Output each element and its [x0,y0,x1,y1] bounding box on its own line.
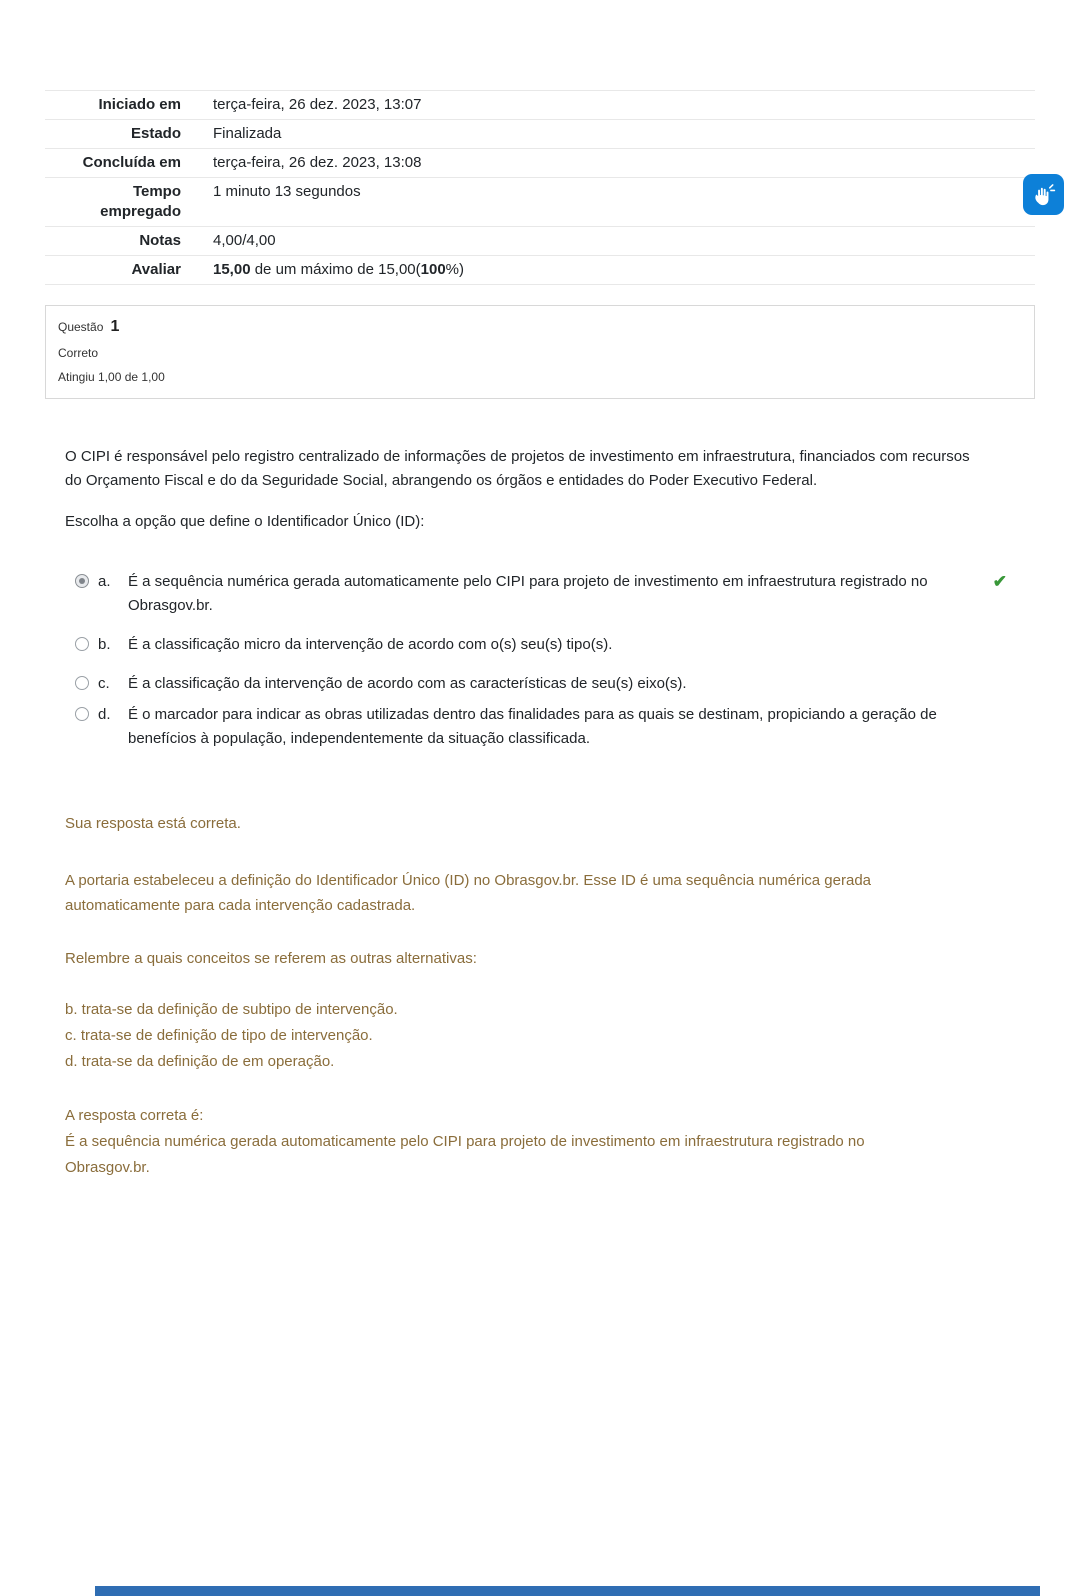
answer-option-a [75,570,1035,618]
summary-row [45,91,1035,120]
summary-row-value: 4,00/4,00 [213,232,276,249]
question-heading [58,318,1020,336]
summary-row [45,120,1035,149]
summary-row [45,178,1035,227]
answer-option-b [75,633,1035,657]
option-radio-b[interactable] [75,637,89,651]
option-text: É o marcador para indicar as obras utilizadas dentro das finalidades para as quais se destinam, propiciando a geração de benefícios à população, independentemente da situação classificada. [128,706,937,747]
feedback-alt-b: b. trata-se da definição de subtipo de intervenção. [65,1001,398,1018]
right-answer-block [65,1103,1035,1181]
grade-value: 15,00 [213,261,251,278]
accessibility-widget-button[interactable] [1023,174,1064,215]
summary-row [45,149,1035,178]
feedback-alternatives [65,997,1035,1075]
feedback-general-text: A portaria estabeleceu a definição do Identificador Único (ID) no Obrasgov.br. Esse ID é uma sequência numérica gerada automaticamente para cada intervenção cadastrada. [65,872,872,914]
summary-row-label: Concluída em [82,154,181,171]
summary-row-grade [45,256,1035,285]
grade-percent-close: %) [445,261,465,278]
option-radio-c[interactable] [75,676,89,690]
question-prompt-text: Escolha a opção que define o Identificador Único (ID): [65,513,425,530]
option-radio-d[interactable] [75,707,89,721]
summary-row-value: terça-feira, 26 dez. 2023, 13:08 [213,154,422,171]
option-letter: c. [98,675,110,692]
question-info-box [45,305,1035,399]
option-text: É a sequência numérica gerada automaticamente pelo CIPI para projeto de investimento em infraestrutura registrado no Obrasgov.br. [128,573,928,614]
summary-row-label: Tempo empregado [100,183,181,220]
summary-row-value: terça-feira, 26 dez. 2023, 13:07 [213,96,422,113]
option-letter: b. [98,636,111,653]
question-label: Questão [58,320,104,334]
summary-row-label: Iniciado em [98,96,181,113]
option-letter: a. [98,573,111,590]
question-feedback [65,811,1035,1181]
summary-row-label: Notas [139,232,181,249]
answer-option-d [75,703,1035,751]
summary-row-value [197,256,1035,284]
grade-max-text: de um máximo de 15,00( [250,261,421,278]
question-marks: Atingiu 1,00 de 1,00 [58,370,165,384]
right-answer-label: A resposta correta é: [65,1107,204,1124]
question-number: 1 [110,318,120,335]
summary-row-label: Avaliar [131,261,181,278]
option-radio-a[interactable] [75,574,89,588]
summary-row-label: Estado [130,125,181,142]
feedback-correct-line: Sua resposta está correta. [65,815,241,832]
footer-bar [95,1586,1040,1596]
option-text: É a classificação micro da intervenção de acordo com o(s) seu(s) tipo(s). [128,636,613,653]
summary-row-value: Finalizada [213,125,282,142]
summary-row-value: 1 minuto 13 segundos [213,183,361,200]
question-content [65,445,1035,1181]
answer-option-c [75,672,1035,696]
option-letter: d. [98,706,111,723]
feedback-alt-d: d. trata-se da definição de em operação. [65,1053,335,1070]
option-text: É a classificação da intervenção de acordo com as características de seu(s) eixo(s). [128,675,687,692]
sign-language-icon [1030,181,1057,208]
grade-percent: 100 [420,261,446,278]
feedback-alt-c: c. trata-se de definição de tipo de intervenção. [65,1027,373,1044]
question-state: Correto [58,346,99,360]
correct-check-icon: ✔ [992,572,1007,591]
question-intro-text: O CIPI é responsável pelo registro centralizado de informações de projetos de investimento em infraestrutura, financiados com recursos do Orçamento Fiscal e do da Seguridade Social, abrangendo os órgãos e entidades do Poder Executivo Federal. [65,448,970,489]
right-answer-text: É a sequência numérica gerada automaticamente pelo CIPI para projeto de investimento em infraestrutura registrado no Obrasgov.br. [65,1133,865,1176]
feedback-remember-line: Relembre a quais conceitos se referem as outras alternativas: [65,950,477,967]
answer-options [75,570,1035,751]
summary-row [45,227,1035,256]
attempt-summary-table [45,90,1035,285]
